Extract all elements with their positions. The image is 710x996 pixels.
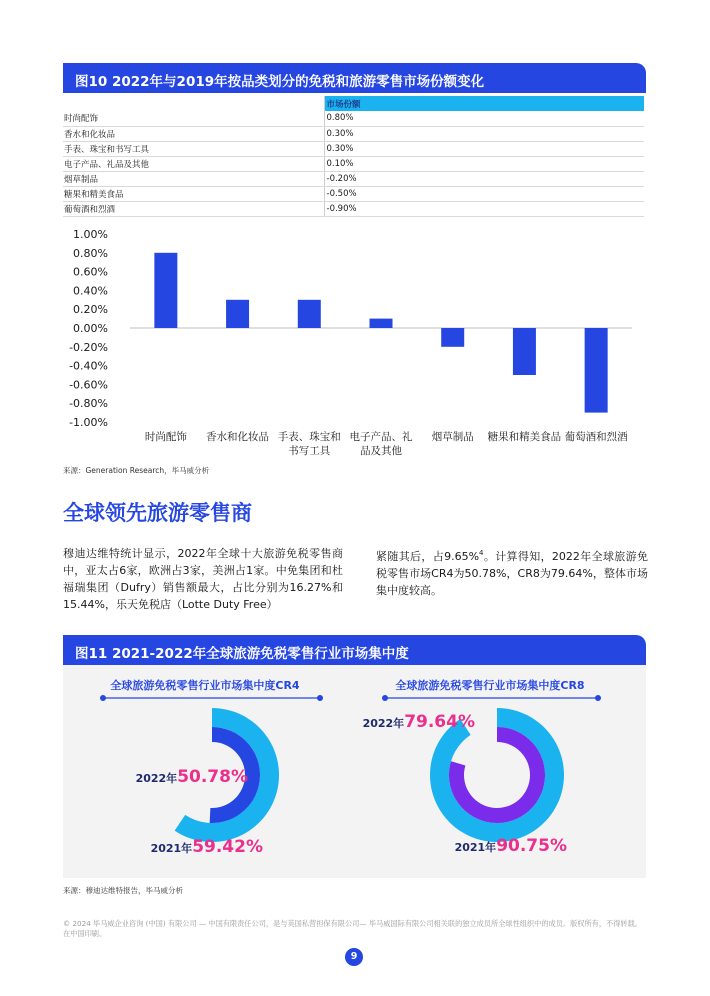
donut-value-label: 2022年79.64% [362,712,475,732]
table-header-market-share: 市场份额 [324,96,644,111]
y-tick-label: 0.40% [73,284,108,298]
donut-chart-title: 全球旅游免税零售行业市场集中度CR4 [110,679,300,692]
y-tick-label: -0.20% [69,340,108,354]
table-row [63,201,644,216]
table-cell-category: 葡萄酒和烈酒 [63,201,324,216]
market-share-table [63,96,644,217]
table-cell-category: 时尚配饰 [63,111,324,126]
figure-10-source: 来源：Generation Research，毕马威分析 [63,466,210,475]
bar [513,328,536,375]
x-category-label: 香水和化妆品 [206,431,270,443]
donut-value-label: 2021年90.75% [454,836,567,856]
bar [370,319,393,328]
table-cell-category: 手表、珠宝和书写工具 [63,141,324,156]
table-cell-category: 香水和化妆品 [63,126,324,141]
table-row [63,111,644,126]
bar [226,300,249,328]
x-category-label: 手表、珠宝和 [277,431,341,443]
table-row [63,186,644,201]
table-cell-value: 0.30% [324,141,644,156]
donut-chart-title: 全球旅游免税零售行业市场集中度CR8 [395,679,585,692]
body-text-right-part2: 。计算得知，2022年全球旅游免税零售市场CR4为50.78%，CR8为79.64%，整体市场集中度较高。 [376,549,648,597]
table-header-blank [63,96,324,111]
concentration-donut-charts [63,665,646,878]
x-category-label: 品及其他 [360,445,402,457]
x-category-label: 书写工具 [288,445,331,457]
y-tick-label: -0.40% [69,359,108,373]
bar [585,328,608,413]
bar [154,253,177,328]
table-cell-category: 糖果和精美食品 [63,186,324,201]
table-cell-value: -0.20% [324,171,644,186]
page-number: 9 [345,948,363,966]
body-text-right-part1: 紧随其后，占9.65% [376,549,480,563]
footnote-marker: 4 [479,549,484,557]
table-cell-category: 电子产品、礼品及其他 [63,156,324,171]
market-share-bar-chart [60,222,650,462]
y-tick-label: 0.60% [73,265,108,279]
figure-10-title: 图10 2022年与2019年按品类划分的免税和旅游零售市场份额变化 [63,63,646,93]
y-tick-label: 0.20% [73,303,108,317]
figure-11-title: 图11 2021-2022年全球旅游免税零售行业市场集中度 [63,635,646,665]
table-cell-value: 0.80% [324,111,644,126]
table-header-row [63,96,644,111]
underline-dot [595,695,601,701]
copyright-notice: © 2024 毕马威企业咨询 (中国) 有限公司 — 中国有限责任公司，是与英国私营担保有限公司— 毕马威国际有限公司相关联的独立成员所全球性组织中的成员。版权所有，不得转载。在中国印刷。 [63,919,642,938]
x-category-label: 时尚配饰 [144,431,187,443]
table-cell-value: 0.30% [324,126,644,141]
underline-dot [100,695,106,701]
table-cell-value: -0.90% [324,201,644,216]
bar [441,328,464,347]
figure-11-source: 来源：穆迪达维特报告，毕马威分析 [63,886,183,895]
table-cell-value: -0.50% [324,186,644,201]
donut-ring-2022 [449,727,545,823]
table-row [63,171,644,186]
table-row [63,126,644,141]
x-category-label: 电子产品、礼 [349,431,413,443]
y-tick-label: -1.00% [69,416,108,429]
y-tick-label: 1.00% [73,228,108,241]
x-category-label: 烟草制品 [431,431,474,443]
y-tick-label: 0.00% [73,322,108,335]
underline-dot [317,695,323,701]
section-title: 全球领先旅游零售商 [63,501,252,525]
table-row [63,141,644,156]
table-cell-value: 0.10% [324,156,644,171]
table-row [63,156,644,171]
table-cell-category: 烟草制品 [63,171,324,186]
x-category-label: 葡萄酒和烈酒 [564,431,628,443]
donut-value-label: 2022年50.78% [135,767,248,787]
body-text-right [376,545,648,599]
bar [298,300,321,328]
donut-value-label: 2021年59.42% [150,837,263,857]
y-tick-label: -0.80% [69,397,108,411]
underline-dot [382,695,388,701]
y-tick-label: -0.60% [69,378,108,392]
x-category-label: 糖果和精美食品 [487,431,562,443]
body-text-left: 穆迪达维特统计显示，2022年全球十大旅游免税零售商中，亚太占6家，欧洲占3家，美洲占1家。中免集团和杜福瑞集团（Dufry）销售额最大，占比分别为16.27%和15.44%，乐天免税店（Lotte Duty Free） [63,547,343,611]
y-tick-label: 0.80% [73,246,108,260]
